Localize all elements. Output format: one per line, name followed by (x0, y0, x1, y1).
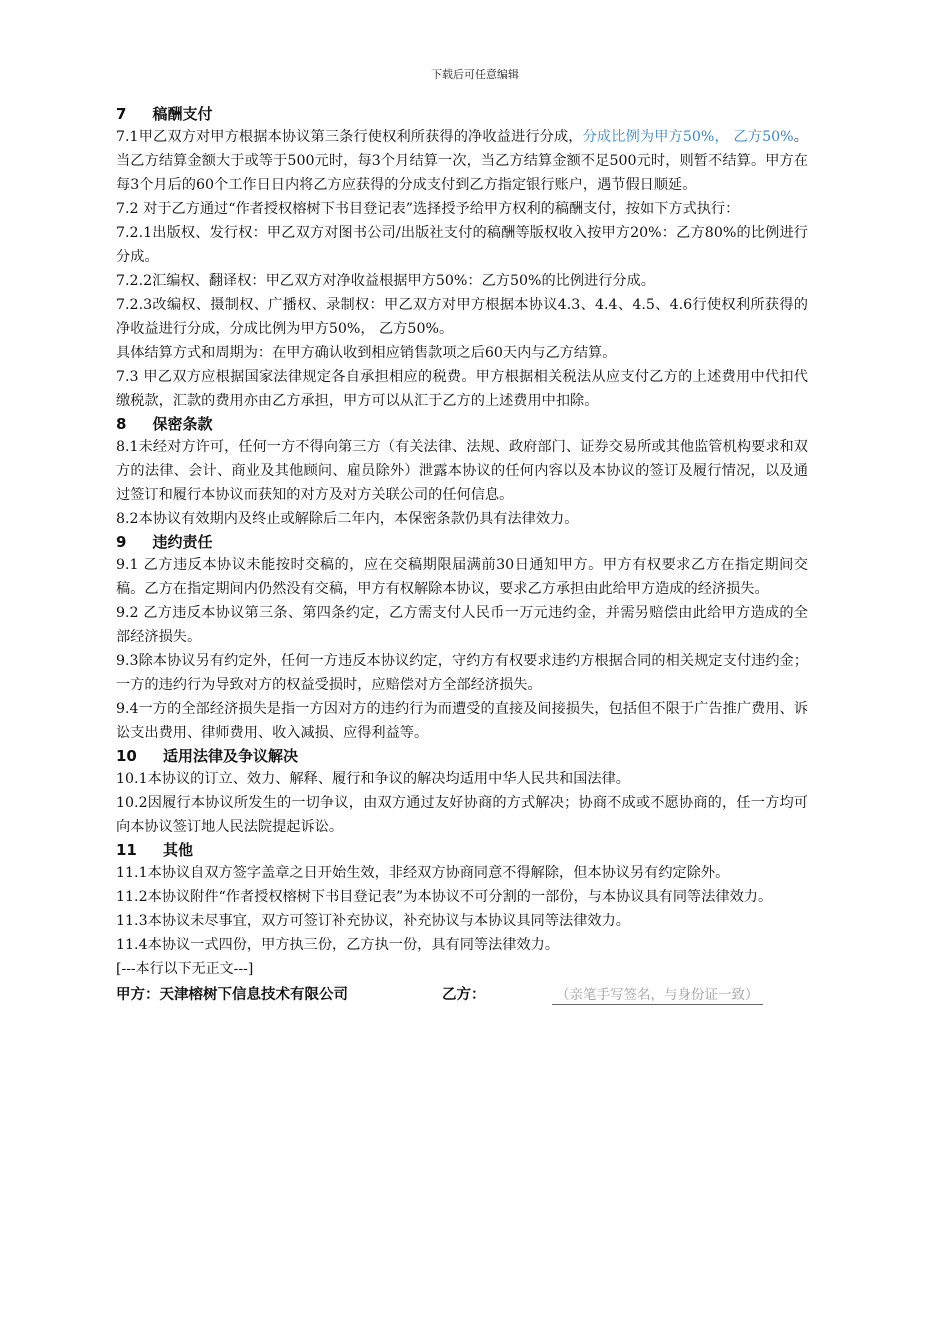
section-heading-11: 11 其他 (116, 841, 193, 859)
clause-9-4: 9.4一方的全部经济损失是指一方因对方的违约行为而遭受的直接及间接损失，包括但不限于广告推广费用、诉讼支出费用、律师费用、收入减损、应得利益等。 (116, 701, 808, 741)
clause-11-3: 11.3本协议未尽事宜，双方可签订补充协议，补充协议与本协议具同等法律效力。 (116, 913, 630, 929)
settlement-note: 具体结算方式和周期为：在甲方确认收到相应销售款项之后60天内与乙方结算。 (116, 345, 617, 361)
section-heading-7: 7 稿酬支付 (116, 105, 213, 123)
section-heading-10: 10 适用法律及争议解决 (116, 747, 298, 765)
clause-8-2: 8.2本协议有效期内及终止或解除后二年内，本保密条款仍具有法律效力。 (116, 511, 579, 527)
party-a-signature: 甲方：天津榕树下信息技术有限公司 (116, 987, 348, 1003)
clause-7-2-2: 7.2.2汇编权、翻译权：甲乙双方对净收益根据甲方50%：乙方50%的比例进行分成。 (116, 273, 655, 289)
clause-7-1-text-b: 。当乙方结算金额大于或等于500元时，每3个月结算一次，当乙方结算金额不足500元时，则暂不结算。甲方在每3个月后的60个工作日日内将乙方应获得的分成支付到乙方指定银行账户，遇节假日顺延。 (116, 129, 808, 193)
clause-11-2: 11.2本协议附件“作者授权榕树下书目登记表”为本协议不可分割的一部份，与本协议具有同等法律效力。 (116, 889, 773, 905)
contract-body (116, 103, 808, 1007)
clause-7-2: 7.2 对于乙方通过“作者授权榕树下书目登记表”选择授予给甲方权利的稿酬支付，按如下方式执行： (116, 201, 740, 217)
clause-11-4: 11.4本协议一式四份，甲方执三份，乙方执一份，具有同等法律效力。 (116, 937, 560, 953)
end-of-text-marker: [---本行以下无正文---] (116, 961, 254, 977)
clause-7-1-text-a: 7.1甲乙双方对甲方根据本协议第三条行使权利所获得的净收益进行分成， (116, 129, 583, 145)
signature-row (116, 981, 808, 1007)
clause-7-1 (116, 125, 808, 197)
clause-7-2-3: 7.2.3改编权、摄制权、广播权、录制权：甲乙双方对甲方根据本协议4.3、4.4、4.5、4.6行使权利所获得的净收益进行分成，分成比例为甲方50%， 乙方50%。 (116, 297, 808, 337)
clause-9-2: 9.2 乙方违反本协议第三条、第四条约定，乙方需支付人民币一万元违约金，并需另赔偿由此给甲方造成的全部经济损失。 (116, 605, 808, 645)
clause-7-2-1: 7.2.1出版权、发行权：甲乙双方对图书公司/出版社支付的稿酬等版权收入按甲方20%：乙方80%的比例进行分成。 (116, 225, 808, 265)
clause-7-1-highlight: 分成比例为甲方50%， 乙方50% (582, 129, 794, 145)
clause-10-2: 10.2因履行本协议所发生的一切争议，由双方通过友好协商的方式解决；协商不成或不愿协商的，任一方均可向本协议签订地人民法院提起诉讼。 (116, 795, 808, 835)
header-note: 下载后可任意编辑 (431, 68, 519, 81)
clause-7-3: 7.3 甲乙双方应根据国家法律规定各自承担相应的税费。甲方根据相关税法从应支付乙方的上述费用中代扣代缴税款，汇款的费用亦由乙方承担，甲方可以从汇于乙方的上述费用中扣除。 (116, 369, 808, 409)
clause-10-1: 10.1本协议的订立、效力、解释、履行和争议的解决均适用中华人民共和国法律。 (116, 771, 630, 787)
clause-9-3: 9.3除本协议另有约定外，任何一方违反本协议约定，守约方有权要求违约方根据合同的相关规定支付违约金；一方的违约行为导致对方的权益受损时，应赔偿对方全部经济损失。 (116, 653, 808, 693)
clause-11-1: 11.1本协议自双方签字盖章之日开始生效，非经双方协商同意不得解除，但本协议另有约定除外。 (116, 865, 730, 881)
clause-8-1: 8.1未经对方许可，任何一方不得向第三方（有关法律、法规、政府部门、证券交易所或其他监管机构要求和双方的法律、会计、商业及其他顾问、雇员除外）泄露本协议的任何内容以及本协议的签订及履行情况，以及通过签订和履行本协议而获知的对方及对方关联公司的任何信息。 (116, 439, 808, 503)
party-b-signature-field[interactable]: （亲笔手写签名，与身份证一致） (552, 983, 763, 1005)
clause-9-1: 9.1 乙方违反本协议未能按时交稿的，应在交稿期限届满前30日通知甲方。甲方有权要求乙方在指定期间交稿。乙方在指定期间内仍然没有交稿，甲方有权解除本协议，要求乙方承担由此给甲方造成的经济损失。 (116, 557, 808, 597)
section-heading-8: 8 保密条款 (116, 415, 213, 433)
section-heading-9: 9 违约责任 (116, 533, 213, 551)
party-b-label: 乙方： (442, 987, 486, 1003)
